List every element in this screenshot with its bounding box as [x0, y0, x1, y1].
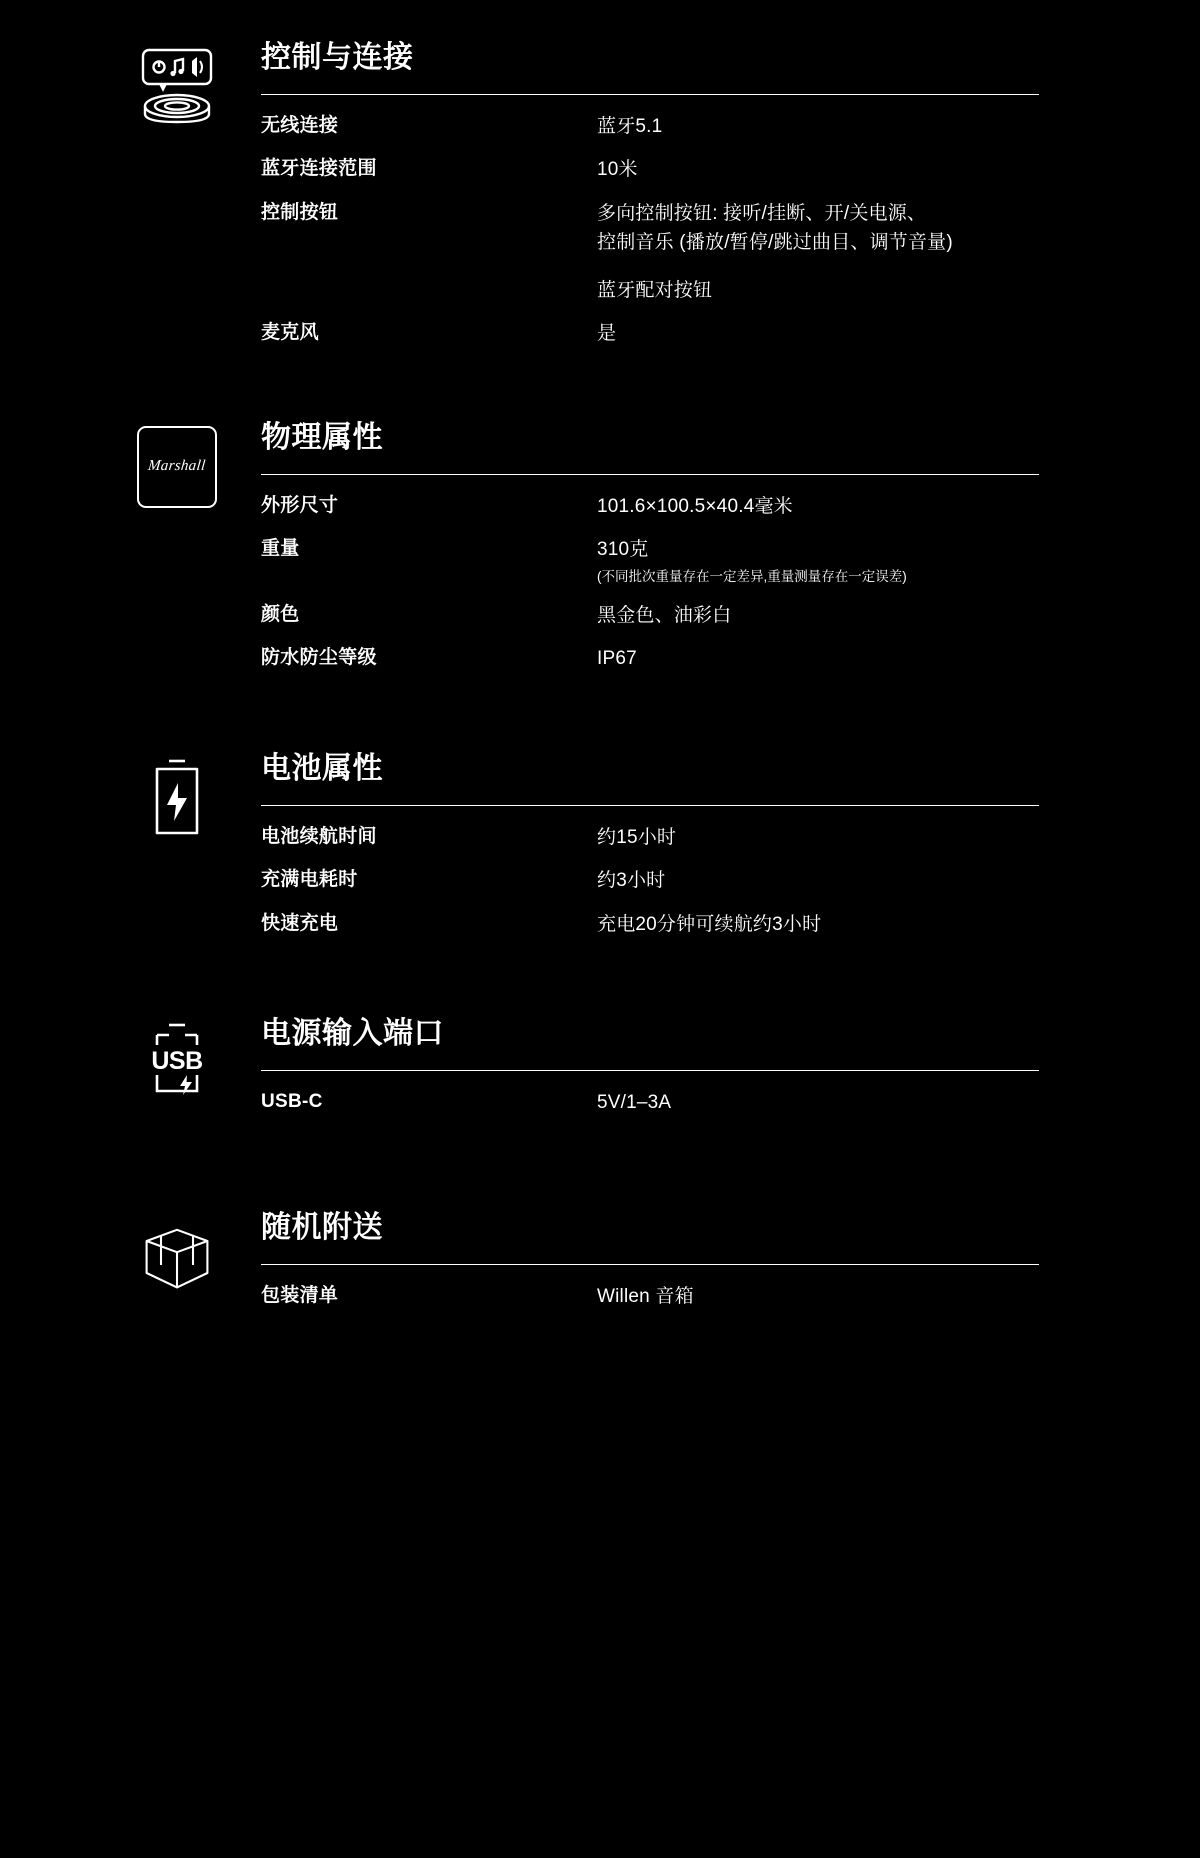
- marshall-wordmark: Marshall: [147, 458, 207, 475]
- spec-label: 外形尺寸: [261, 494, 339, 516]
- value-line: 约15小时: [597, 826, 677, 848]
- spec-label: 无线连接: [261, 115, 339, 136]
- spec-value: [597, 535, 1039, 587]
- section-content: [261, 751, 1107, 946]
- section-content: [261, 420, 1107, 681]
- spec-label: 控制按钮: [261, 201, 339, 223]
- table-row: [261, 528, 1039, 594]
- value-line: 控制音乐 (播放/暂停/跳过曲目、调节音量): [597, 232, 953, 254]
- open-box-icon: [137, 1214, 217, 1300]
- spec-value: [597, 1282, 1039, 1311]
- spec-value: [597, 112, 1039, 141]
- svg-text:USB: USB: [151, 1046, 203, 1075]
- spec-label: 防水防尘等级: [261, 647, 377, 669]
- divider: [261, 805, 1039, 806]
- spec-label: 电池续航时间: [261, 825, 377, 847]
- spec-label: 重量: [261, 538, 300, 560]
- marshall-logo-icon: [137, 424, 217, 510]
- value-line: 是: [597, 323, 617, 345]
- spec-label: 充满电耗时: [261, 869, 358, 891]
- table-row: [261, 485, 1039, 528]
- spec-value: [597, 1088, 1039, 1117]
- section-controls-connectivity: [93, 40, 1107, 356]
- spec-sheet: [93, 0, 1107, 1319]
- spec-value: [597, 866, 1039, 895]
- value-line: Willen 音箱: [597, 1286, 694, 1308]
- table-row: [261, 637, 1039, 680]
- table-row: [261, 312, 1039, 355]
- section-icon-wrapper: [93, 420, 261, 510]
- value-line: 充电20分钟可续航约3小时: [597, 913, 822, 935]
- spec-value: [597, 492, 1039, 521]
- table-row: [261, 105, 1039, 148]
- value-line: 10米: [597, 159, 638, 181]
- table-row: [261, 1081, 1039, 1124]
- spec-value: [597, 823, 1039, 852]
- battery-icon: [137, 755, 217, 841]
- table-row: [261, 903, 1039, 946]
- value-line: 5V/1–3A: [597, 1091, 672, 1113]
- spec-value: [597, 601, 1039, 630]
- value-line: 蓝牙配对按钮: [597, 279, 713, 301]
- spec-value: [597, 199, 1039, 305]
- spec-value: [597, 644, 1039, 673]
- spec-value: [597, 319, 1039, 348]
- table-row: [261, 148, 1039, 191]
- spec-value: [597, 155, 1039, 184]
- table-row: [261, 192, 1039, 312]
- table-row: [261, 1275, 1039, 1318]
- section-power-input-port: [93, 1016, 1107, 1124]
- spec-label: 包装清单: [261, 1285, 339, 1307]
- value-line: IP67: [597, 648, 637, 670]
- divider: [261, 474, 1039, 475]
- section-content: [261, 40, 1107, 356]
- table-row: [261, 859, 1039, 902]
- spec-value: [597, 910, 1039, 939]
- section-icon-wrapper: [93, 751, 261, 841]
- section-physical-properties: [93, 420, 1107, 681]
- value-line: 310克: [597, 539, 649, 561]
- divider: [261, 1070, 1039, 1071]
- section-title: 物理属性: [261, 420, 383, 454]
- value-line: 黑金色、油彩白: [597, 604, 732, 626]
- value-line: 约3小时: [597, 870, 666, 892]
- section-title: 控制与连接: [261, 41, 414, 74]
- section-title: 电源输入端口: [261, 1016, 444, 1050]
- divider: [261, 94, 1039, 95]
- section-content: [261, 1016, 1107, 1124]
- table-row: [261, 816, 1039, 859]
- section-in-the-box: [93, 1210, 1107, 1318]
- table-row: [261, 594, 1039, 637]
- spec-label: 颜色: [261, 603, 300, 625]
- spec-label: 麦克风: [261, 322, 319, 344]
- usb-battery-icon: [137, 1020, 217, 1106]
- section-icon-wrapper: [93, 40, 261, 130]
- section-icon-wrapper: [93, 1210, 261, 1300]
- value-line: 蓝牙5.1: [597, 116, 663, 137]
- section-icon-wrapper: [93, 1016, 261, 1106]
- spec-label: 快速充电: [261, 912, 339, 934]
- spec-label: USB-C: [261, 1090, 323, 1112]
- spec-note: (不同批次重量存在一定差异,重量测量存在一定误差): [597, 568, 907, 584]
- speaker-controls-icon: [137, 44, 217, 130]
- marshall-logo-frame: [137, 426, 217, 508]
- section-title: 电池属性: [261, 751, 383, 785]
- value-line: 101.6×100.5×40.4毫米: [597, 495, 793, 517]
- section-battery-properties: [93, 751, 1107, 946]
- section-content: [261, 1210, 1107, 1318]
- spec-label: 蓝牙连接范围: [261, 158, 377, 180]
- value-line: 多向控制按钮: 接听/挂断、开/关电源、: [597, 202, 927, 224]
- divider: [261, 1264, 1039, 1265]
- section-title: 随机附送: [261, 1211, 383, 1245]
- value-spacer: [597, 258, 1039, 276]
